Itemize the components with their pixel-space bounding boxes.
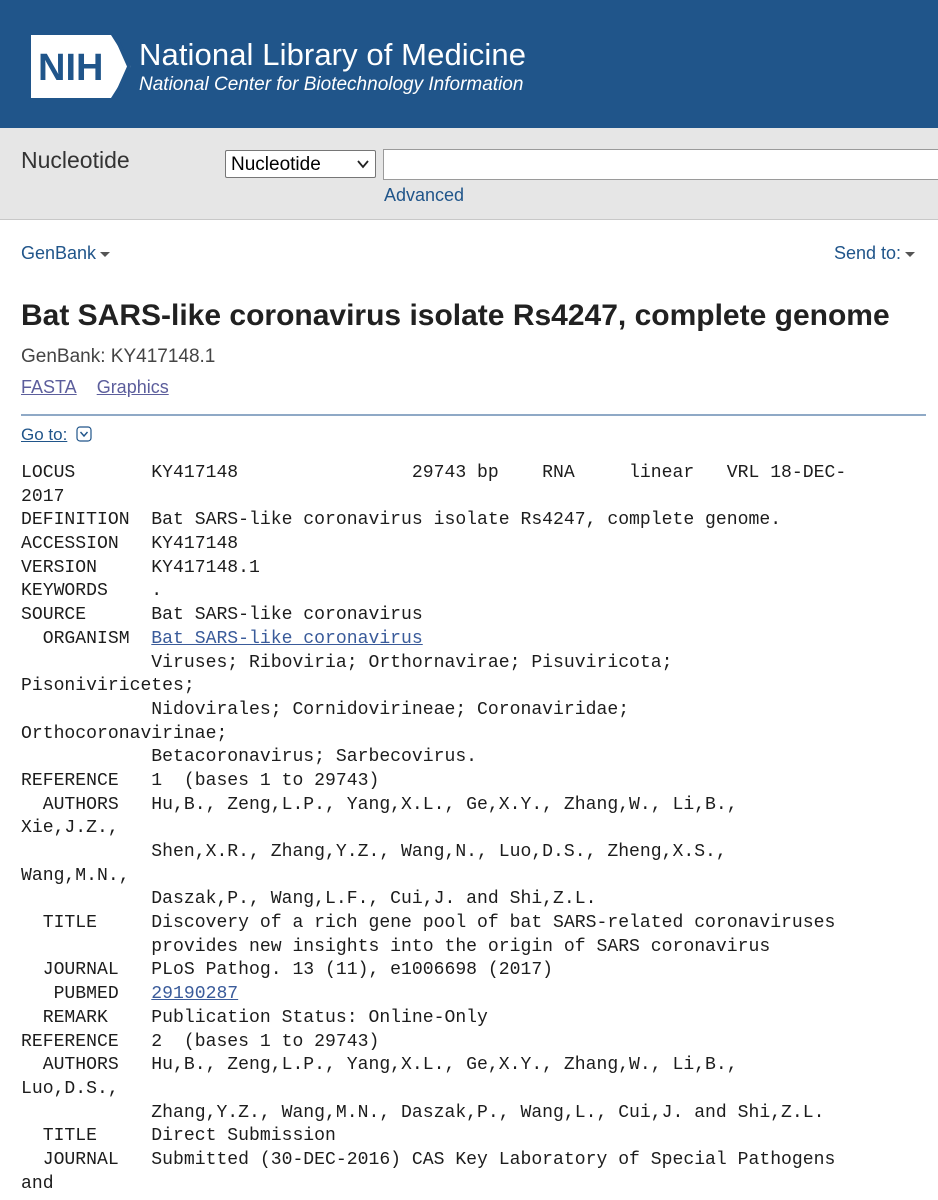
organism-link[interactable]: Bat SARS-like coronavirus xyxy=(151,628,423,649)
version-field: VERSION KY417148.1 xyxy=(21,557,260,578)
keywords-field: KEYWORDS . xyxy=(21,581,163,602)
pubmed-key: PUBMED xyxy=(21,984,152,1005)
source-field: SOURCE Bat SARS-like coronavirus xyxy=(21,605,423,626)
ref2-journal-wrap: and xyxy=(21,1173,54,1194)
reference-2-line: REFERENCE 2 (bases 1 to 29743) xyxy=(21,1031,380,1052)
accession-line: GenBank: KY417148.1 xyxy=(21,346,216,367)
send-to-menu[interactable] xyxy=(834,243,915,264)
advanced-search-link[interactable]: Advanced xyxy=(384,185,465,205)
nih-logo-text: NIH xyxy=(38,47,104,89)
ref1-authors-wrap: Xie,J.Z., xyxy=(21,818,119,839)
ref1-authors-line: AUTHORS Hu,B., Zeng,L.P., Yang,X.L., Ge,X.Y., Zhang,W., Li,B., xyxy=(21,794,738,815)
caret-down-icon xyxy=(905,252,915,257)
ref2-authors-line: Zhang,Y.Z., Wang,M.N., Daszak,P., Wang,L., Cui,J. and Shi,Z.L. xyxy=(21,1102,825,1123)
lineage-line: Nidovirales; Cornidovirineae; Coronaviridae; xyxy=(21,699,630,720)
search-input[interactable] xyxy=(383,149,938,180)
lineage-line: Betacoronavirus; Sarbecovirus. xyxy=(21,747,478,768)
section-divider xyxy=(21,414,926,416)
caret-down-icon xyxy=(100,252,110,257)
organism-line xyxy=(21,628,931,652)
pubmed-link[interactable]: 29190287 xyxy=(151,984,239,1005)
format-menu-label: GenBank xyxy=(21,243,97,263)
ref1-journal-line: JOURNAL PLoS Pathog. 13 (11), e1006698 (2017) xyxy=(21,960,554,981)
nlm-title[interactable]: National Library of Medicine xyxy=(139,37,527,72)
accession-field: ACCESSION KY417148 xyxy=(21,534,239,555)
send-to-label: Send to: xyxy=(833,243,901,263)
lineage-line: Viruses; Riboviria; Orthornavirae; Pisuviricota; xyxy=(21,652,673,673)
database-title: Nucleotide xyxy=(21,147,130,173)
ref1-authors-line: Daszak,P., Wang,L.F., Cui,J. and Shi,Z.L. xyxy=(21,889,597,910)
chevron-down-box-icon xyxy=(76,426,92,442)
goto-label: Go to: xyxy=(21,425,68,444)
database-select-value: Nucleotide xyxy=(231,154,321,175)
reference-1-line: REFERENCE 1 (bases 1 to 29743) xyxy=(21,770,380,791)
format-menu[interactable] xyxy=(21,243,110,264)
record-title: Bat SARS-like coronavirus isolate Rs4247, complete genome xyxy=(21,299,890,332)
nih-logo[interactable] xyxy=(31,35,131,98)
ref1-authors-line: Shen,X.R., Zhang,Y.Z., Wang,N., Luo,D.S., Zheng,X.S., xyxy=(21,842,727,862)
lineage-line-wrap: Orthocoronavirinae; xyxy=(21,723,228,744)
pubmed-line xyxy=(21,983,931,1007)
ref2-journal-line: JOURNAL Submitted (30-DEC-2016) CAS Key Laboratory of Special Pathogens xyxy=(21,1149,836,1170)
lineage-line-wrap: Pisoniviricetes; xyxy=(21,676,195,697)
locus-line-wrap: 2017 xyxy=(21,486,65,507)
ref2-authors-line: AUTHORS Hu,B., Zeng,L.P., Yang,X.L., Ge,X.Y., Zhang,W., Li,B., xyxy=(21,1055,738,1076)
locus-line: LOCUS KY417148 29743 bp RNA linear VRL 18-DEC- xyxy=(21,463,847,483)
ref2-title-line: TITLE Direct Submission xyxy=(21,1126,336,1147)
genbank-flatfile xyxy=(21,462,931,1196)
ncbi-subtitle: National Center for Biotechnology Information xyxy=(139,74,524,95)
fasta-link[interactable]: FASTA xyxy=(21,377,77,397)
search-bar xyxy=(0,128,938,220)
organism-key: ORGANISM xyxy=(21,628,152,649)
ref1-title-line: TITLE Discovery of a rich gene pool of bat SARS-related coronaviruses xyxy=(21,913,836,934)
ref1-remark-line: REMARK Publication Status: Online-Only xyxy=(21,1007,488,1028)
ref1-title-line: provides new insights into the origin of SARS coronavirus xyxy=(21,936,771,957)
ref1-authors-wrap: Wang,M.N., xyxy=(21,865,130,886)
goto-menu[interactable] xyxy=(21,425,92,445)
graphics-link[interactable]: Graphics xyxy=(96,377,169,397)
definition-line: DEFINITION Bat SARS-like coronavirus isolate Rs4247, complete genome. xyxy=(21,510,782,531)
ref2-authors-wrap: Luo,D.S., xyxy=(21,1078,119,1099)
chevron-down-icon xyxy=(356,157,370,171)
database-select[interactable] xyxy=(225,150,376,178)
format-links xyxy=(21,377,189,398)
ncbi-header-banner xyxy=(0,0,938,128)
